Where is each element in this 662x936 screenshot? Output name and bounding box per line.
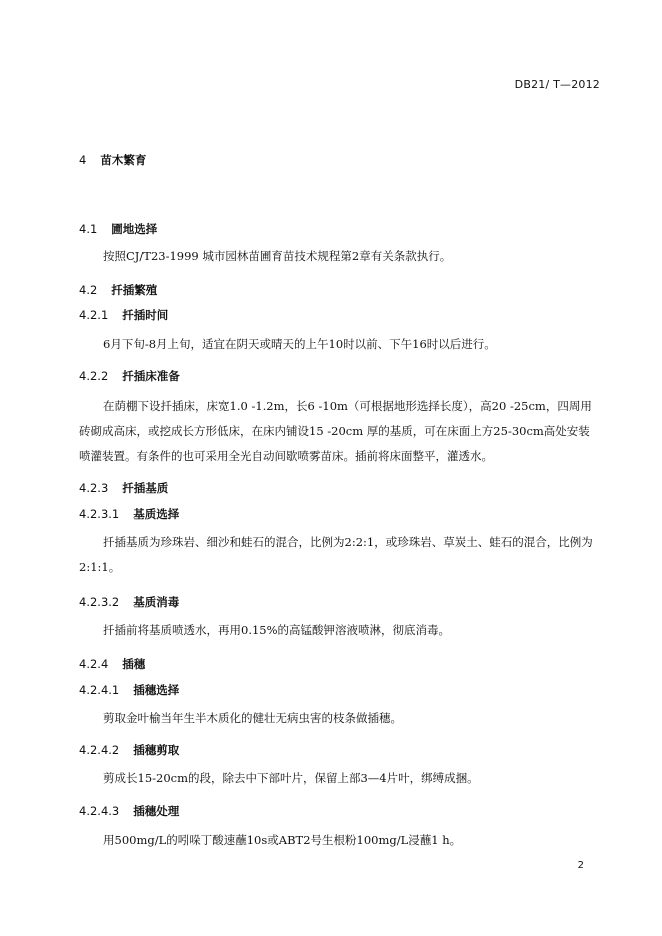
paragraph — [79, 618, 599, 643]
clause-heading — [79, 594, 179, 610]
section-title: 苗木繁育 — [100, 153, 147, 167]
clause-heading — [79, 221, 157, 237]
document-code-header: DB21/ T—2012 — [514, 78, 600, 91]
paragraph — [79, 394, 599, 469]
clause-title: 插穗剪取 — [133, 743, 180, 757]
paragraph — [79, 766, 599, 791]
paragraph — [79, 828, 599, 853]
clause-title: 圃地选择 — [111, 222, 158, 236]
clause-number: 4.2.2 — [79, 369, 109, 383]
clause-heading — [79, 742, 179, 758]
clause-number: 4.2.4.2 — [79, 743, 120, 757]
clause-number: 4.2.4.3 — [79, 804, 120, 818]
clause-heading — [79, 307, 168, 323]
section-heading — [79, 152, 146, 168]
clause-title: 插穗选择 — [133, 683, 180, 697]
clause-title: 基质选择 — [133, 507, 180, 521]
clause-title: 插穗处理 — [133, 804, 180, 818]
paragraph-text: 扦插基质为珍珠岩、细沙和蛙石的混合，比例为2:2:1，或珍珠岩、草炭土、蛙石的混合，比例为2:1:1。 — [79, 535, 593, 574]
paragraph-text: 剪取金叶榆当年生半木质化的健壮无病虫害的枝条做插穗。 — [103, 711, 402, 725]
paragraph-text: 按照CJ/T23-1999 城市园林苗圃育苗技术规程第2章有关条款执行。 — [103, 249, 452, 263]
clause-title: 扦插繁殖 — [111, 283, 158, 297]
clause-number: 4.2.1 — [79, 308, 109, 322]
clause-heading — [79, 282, 157, 298]
section-number: 4 — [79, 153, 87, 167]
clause-title: 扦插床准备 — [122, 369, 180, 383]
clause-number: 4.2.4.1 — [79, 683, 120, 697]
clause-title: 基质消毒 — [133, 595, 180, 609]
paragraph-text: 6月下旬-8月上旬，适宜在阴天或晴天的上午10时以前、下午16时以后进行。 — [103, 337, 496, 351]
clause-number: 4.2.3.1 — [79, 507, 120, 521]
clause-heading — [79, 682, 179, 698]
clause-number: 4.2.4 — [79, 657, 109, 671]
page-number: 2 — [577, 860, 584, 871]
clause-heading — [79, 368, 180, 384]
clause-number: 4.2.3 — [79, 481, 109, 495]
clause-heading — [79, 656, 145, 672]
clause-heading — [79, 803, 179, 819]
paragraph — [79, 530, 599, 580]
paragraph — [79, 244, 599, 269]
clause-heading — [79, 480, 168, 496]
clause-number: 4.1 — [79, 222, 98, 236]
clause-number: 4.2 — [79, 283, 98, 297]
clause-title: 扦插时间 — [122, 308, 169, 322]
clause-number: 4.2.3.2 — [79, 595, 120, 609]
clause-title: 插穗 — [122, 657, 146, 671]
paragraph-text: 用500mg/L的吲哚丁酸速蘸10s或ABT2号生根粉100mg/L浸蘸1 h。 — [103, 833, 462, 847]
clause-heading — [79, 506, 179, 522]
paragraph-text: 剪成长15-20cm的段，除去中下部叶片，保留上部3—4片叶，绑缚成捆。 — [103, 771, 479, 785]
clause-title: 扦插基质 — [122, 481, 169, 495]
paragraph — [79, 706, 599, 731]
paragraph — [79, 332, 599, 357]
paragraph-text: 在荫棚下设扦插床，床宽1.0 -1.2m，长6 -10m（可根据地形选择长度），高20 -25cm，四周用砖砌成高床，或挖成长方形低床，在床内铺设15 -20cm 厚的基质，可在床面上方25-30cm高处安装喷灌装置。有条件的也可采用全光自动间歇喷雾苗床。插前将床面整平，灌透水。 — [79, 399, 592, 463]
paragraph-text: 扦插前将基质喷透水，再用0.15%的高锰酸钾溶液喷淋，彻底消毒。 — [103, 623, 451, 637]
